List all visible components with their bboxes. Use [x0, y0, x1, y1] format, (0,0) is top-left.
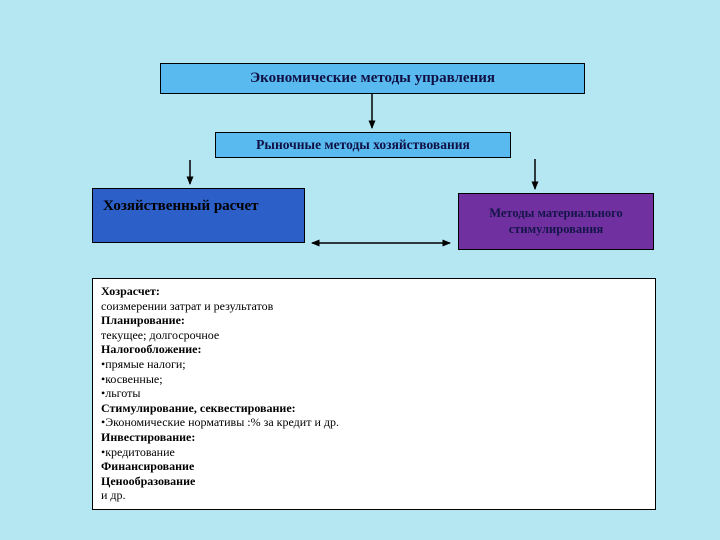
box-economic-accounting	[92, 188, 305, 243]
box-material-incentives	[458, 193, 654, 250]
box-economic-methods-label: Экономические методы управления	[249, 70, 495, 86]
detail-line: Ценообразование	[101, 473, 196, 488]
detail-line: Налогообложение:	[101, 342, 202, 357]
detail-line: соизмерении затрат и результатов	[101, 298, 274, 313]
box-economic-methods	[160, 63, 585, 94]
box-economic-accounting-label: Хозяйственный расчет	[103, 198, 259, 214]
details-box	[92, 278, 656, 510]
detail-line: •косвенные;	[101, 371, 163, 386]
detail-line: Инвестирование:	[101, 429, 196, 444]
box-material-incentives-label: Методы материального стимулирования	[489, 205, 623, 236]
detail-line: •льготы	[101, 386, 141, 401]
detail-line: текущее; долгосрочное	[101, 327, 220, 342]
detail-line: •Экономические нормативы :% за кредит и др.	[101, 415, 339, 430]
box-market-methods	[215, 132, 511, 158]
detail-line: Стимулирование, секвестирование:	[101, 400, 296, 415]
detail-line: •кредитование	[101, 444, 175, 459]
detail-line: Хозрасчет:	[101, 284, 160, 298]
detail-line: •прямые налоги;	[101, 356, 186, 371]
detail-line: Финансирование	[101, 459, 195, 474]
box-market-methods-label: Рыночные методы хозяйствования	[256, 137, 470, 152]
detail-line: Планирование:	[101, 313, 185, 328]
detail-line: и др.	[101, 488, 126, 503]
